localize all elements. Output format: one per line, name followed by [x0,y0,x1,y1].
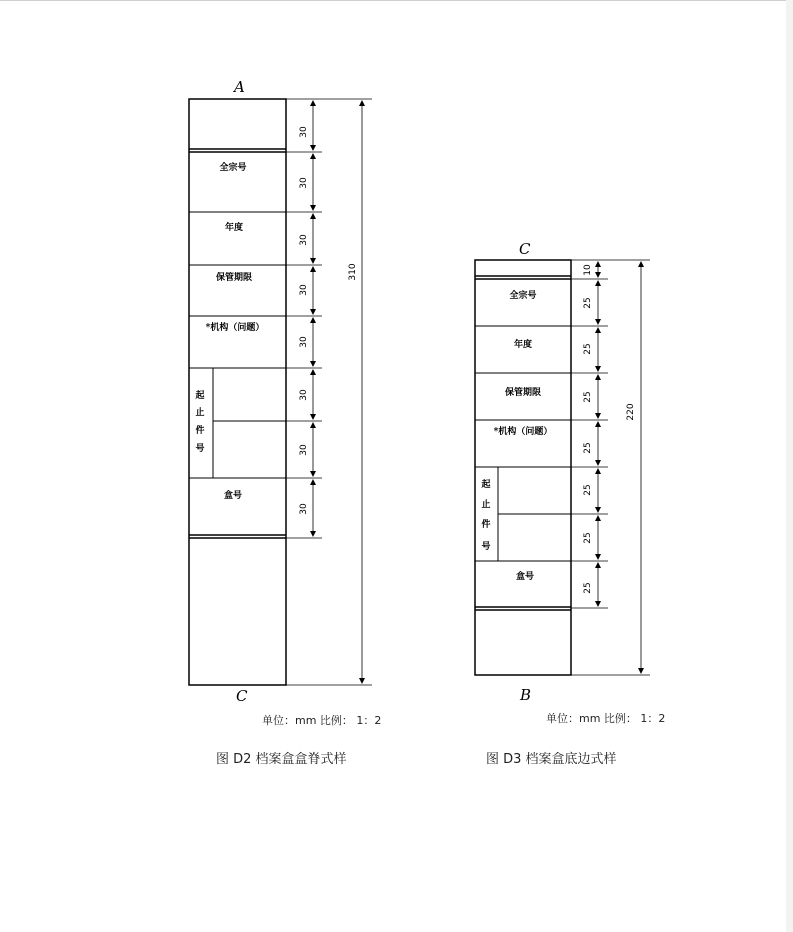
d2-label-qizhi-2: 止 [195,408,205,418]
d3-label-quanzonghao: 全宗号 [509,291,537,301]
d2-label-niandu: 年度 [224,223,244,233]
d2-label-qizhi-4: 号 [195,444,205,454]
d3-label-qizhi-2: 止 [481,500,491,510]
d3-label-jigou: *机构（问题） [493,427,553,437]
d2-label-jigou: *机构（问题） [205,323,265,333]
d3-dim-1: 10 [583,264,593,276]
d3-letter-top: C [519,240,531,258]
d2-dim-4: 30 [299,284,309,296]
d2-label-quanzonghao: 全宗号 [219,163,247,173]
d3-dim-7: 25 [583,532,593,544]
d3-dim-8: 25 [583,582,593,594]
d3-label-qizhi-4: 号 [481,542,491,552]
d3-label-qizhi-1: 起 [481,480,491,490]
d2-dim-1: 30 [299,126,309,138]
d3-dim-total: 220 [626,403,636,421]
d3-letter-bottom: B [520,686,532,704]
d3-label-baoguanqixian: 保管期限 [504,388,542,398]
d2-dim-7: 30 [299,444,309,456]
d2-letter-bottom: C [236,687,248,705]
d2-unit-scale: 单位：mm 比例： 1：2 [262,714,382,727]
figure-d2-drawing [189,78,372,705]
d2-label-baoguanqixian: 保管期限 [215,273,253,283]
d2-dim-6: 30 [299,389,309,401]
d3-label-niandu: 年度 [513,340,533,350]
d3-dim-5: 25 [583,442,593,454]
d3-unit-scale: 单位：mm 比例： 1：2 [546,712,666,725]
d3-dim-4: 25 [583,391,593,403]
d3-label-hehao: 盒号 [515,572,535,582]
d2-dim-total: 310 [348,263,358,281]
d2-dim-5: 30 [299,336,309,348]
d3-dim-2: 25 [583,297,593,309]
figure-d3-drawing [475,240,650,704]
d3-dim-3: 25 [583,343,593,355]
d2-dim-8: 30 [299,503,309,515]
d2-label-qizhi-1: 起 [195,391,205,401]
d2-label-hehao: 盒号 [223,491,243,501]
d2-caption: 图 D2 档案盒盒脊式样 [216,752,347,767]
d2-letter-top: A [234,78,245,96]
d2-dim-3: 30 [299,234,309,246]
d3-label-qizhi-3: 件 [481,520,491,530]
d2-dim-2: 30 [299,177,309,189]
d2-label-qizhi-3: 件 [195,426,205,436]
d3-dim-6: 25 [583,484,593,496]
d3-caption: 图 D3 档案盒底边式样 [486,752,617,767]
